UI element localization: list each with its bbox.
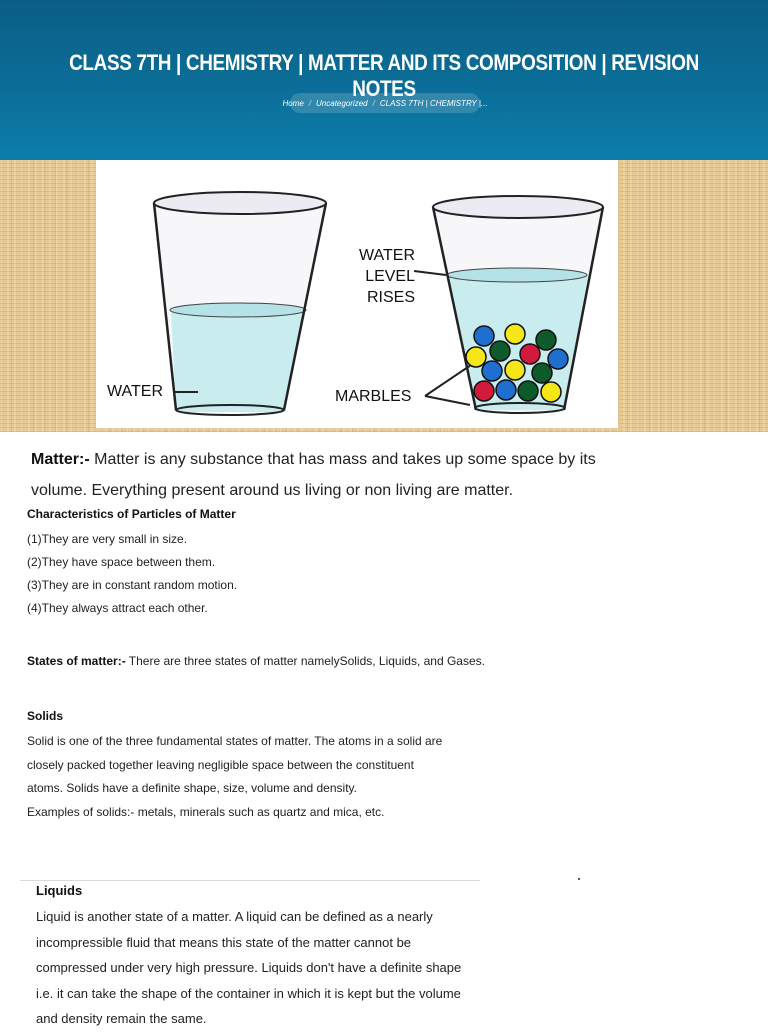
matter-label: Matter:-: [31, 451, 90, 468]
marble: [536, 330, 556, 350]
page-title: CLASS 7TH | CHEMISTRY | MATTER AND ITS COMPOSITION | REVISION NOTES: [69, 50, 699, 101]
matter-text: Matter is any substance that has mass and takes up some space by its volume. Everything present around us living or non living are matter.: [31, 451, 596, 499]
marble: [466, 347, 486, 367]
left-glass-rim: [154, 192, 326, 214]
marble: [505, 324, 525, 344]
label-line: WATER: [359, 247, 415, 264]
breadcrumb-separator: /: [308, 98, 312, 108]
label-water: WATER: [107, 383, 163, 400]
marble: [505, 360, 525, 380]
marble: [541, 382, 561, 402]
marble: [532, 363, 552, 383]
liquids-heading: Liquids: [36, 883, 83, 898]
marble: [518, 381, 538, 401]
list-item: (3)They are in constant random motion.: [27, 578, 238, 592]
marbles-pointer: [425, 365, 471, 405]
characteristics-list: [27, 528, 237, 620]
level-pointer: [414, 271, 446, 275]
right-water-surface: [447, 268, 587, 282]
matter-definition: [31, 444, 611, 506]
breadcrumb-current: CLASS 7TH | CHEMISTRY |...: [379, 98, 488, 108]
marble: [490, 341, 510, 361]
marble: [482, 361, 502, 381]
characteristics-heading: Characteristics of Particles of Matter: [27, 507, 236, 521]
label-marbles: MARBLES: [335, 388, 412, 405]
featured-image: [96, 160, 618, 428]
solids-heading: Solids: [27, 709, 64, 723]
right-glass-rim: [433, 196, 603, 218]
liquids-text: Liquid is another state of a matter. A liquid can be defined as a nearly incompressible fluid that means this state of the matter cannot be compressed under very high pressure. Liquids don't have a definite shape i.e. it can take the shape of the container in which it is kept but the volume and density remain the same.: [36, 909, 462, 1026]
left-water-surface: [170, 303, 306, 317]
label-line: RISES: [366, 289, 415, 306]
list-item: (4)They always attract each other.: [27, 601, 208, 615]
section-divider: [20, 880, 480, 881]
stray-dot: [578, 878, 580, 880]
breadcrumb: [282, 93, 488, 113]
states-text: There are three states of matter namelySolids, Liquids, and Gases.: [125, 654, 485, 668]
breadcrumb-category[interactable]: Uncategorized: [316, 98, 368, 108]
list-item: (2)They have space between them.: [27, 555, 216, 569]
states-label: States of matter:-: [27, 654, 126, 668]
solids-section: [27, 730, 447, 824]
marble: [548, 349, 568, 369]
marble: [496, 380, 516, 400]
label-water-level-rises: [351, 245, 415, 308]
breadcrumb-separator: /: [372, 98, 375, 108]
solids-examples: Examples of solids:- metals, minerals such as quartz and mica, etc.: [27, 804, 385, 819]
page-header: [0, 0, 768, 160]
marble: [474, 381, 494, 401]
label-line: LEVEL: [365, 268, 415, 285]
list-item: (1)They are very small in size.: [27, 532, 188, 546]
breadcrumb-home[interactable]: Home: [282, 98, 304, 108]
marble: [520, 344, 540, 364]
marble: [474, 326, 494, 346]
states-of-matter: [27, 654, 485, 668]
solids-text: Solid is one of the three fundamental states of matter. The atoms in a solid are closely packed together leaving negligible space between the constituent atoms. Solids have a definite shape, size, volume and density.: [27, 734, 443, 795]
